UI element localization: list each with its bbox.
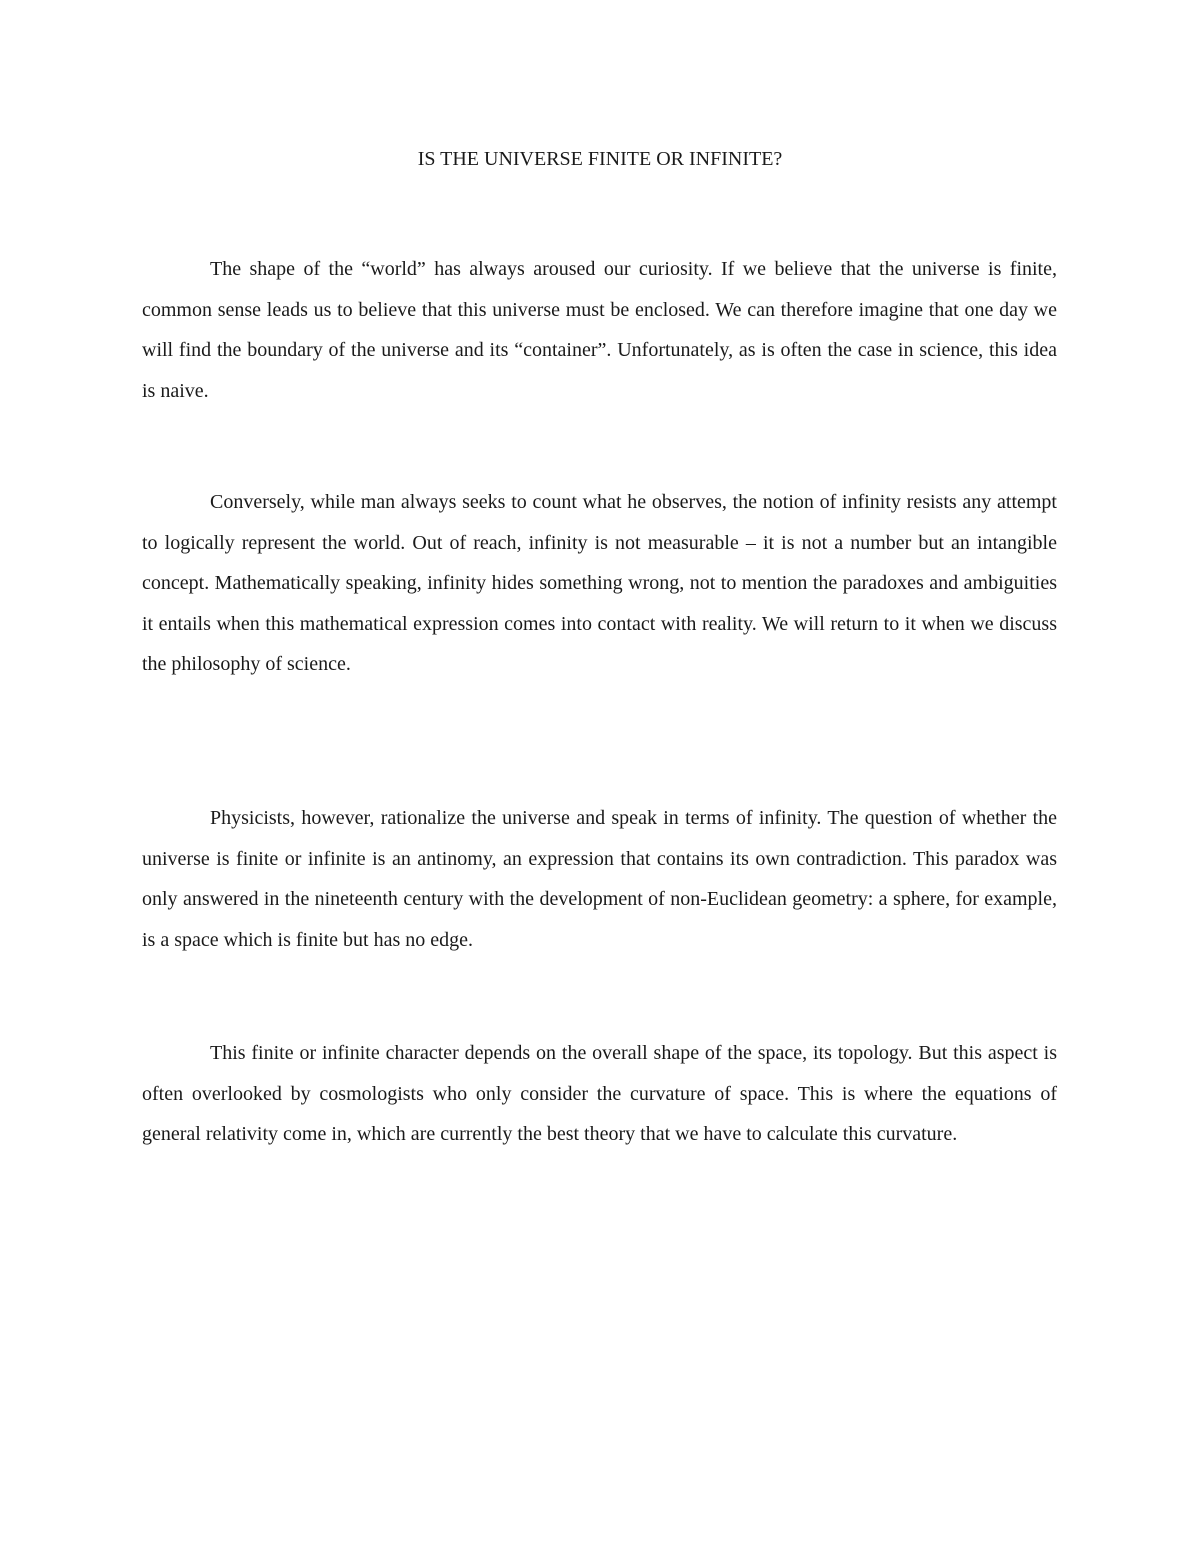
paragraph-4: This finite or infinite character depends on the overall shape of the space, its topology. But this aspect is often overlooked by cosmologists who only consider the curvature of space. This is where the equations of general relativity come in, which are currently the best theory that we have to calculate this curvature.	[142, 1042, 1057, 1146]
paragraph-1: The shape of the “world” has always aroused our curiosity. If we believe that the universe is finite, common sense leads us to believe that this universe must be enclosed. We can therefore imagine that one day we will find the boundary of the universe and its “container”. Unfortunately, as is often the case in science, this idea is naive.	[142, 258, 1057, 402]
paragraph-3: Physicists, however, rationalize the universe and speak in terms of infinity. The question of whether the universe is finite or infinite is an antinomy, an expression that contains its own contradiction. This paradox was only answered in the nineteenth century with the development of non-Euclidean geometry: a sphere, for example, is a space which is finite but has no edge.	[142, 807, 1057, 951]
paragraph-2: Conversely, while man always seeks to count what he observes, the notion of infinity resists any attempt to logically represent the world. Out of reach, infinity is not measurable – it is not a number but an intangible concept. Mathematically speaking, infinity hides something wrong, not to mention the paradoxes and ambiguities it entails when this mathematical expression comes into contact with reality. We will return to it when we discuss the philosophy of science.	[142, 491, 1057, 676]
document-title: IS THE UNIVERSE FINITE OR INFINITE?	[417, 148, 783, 170]
